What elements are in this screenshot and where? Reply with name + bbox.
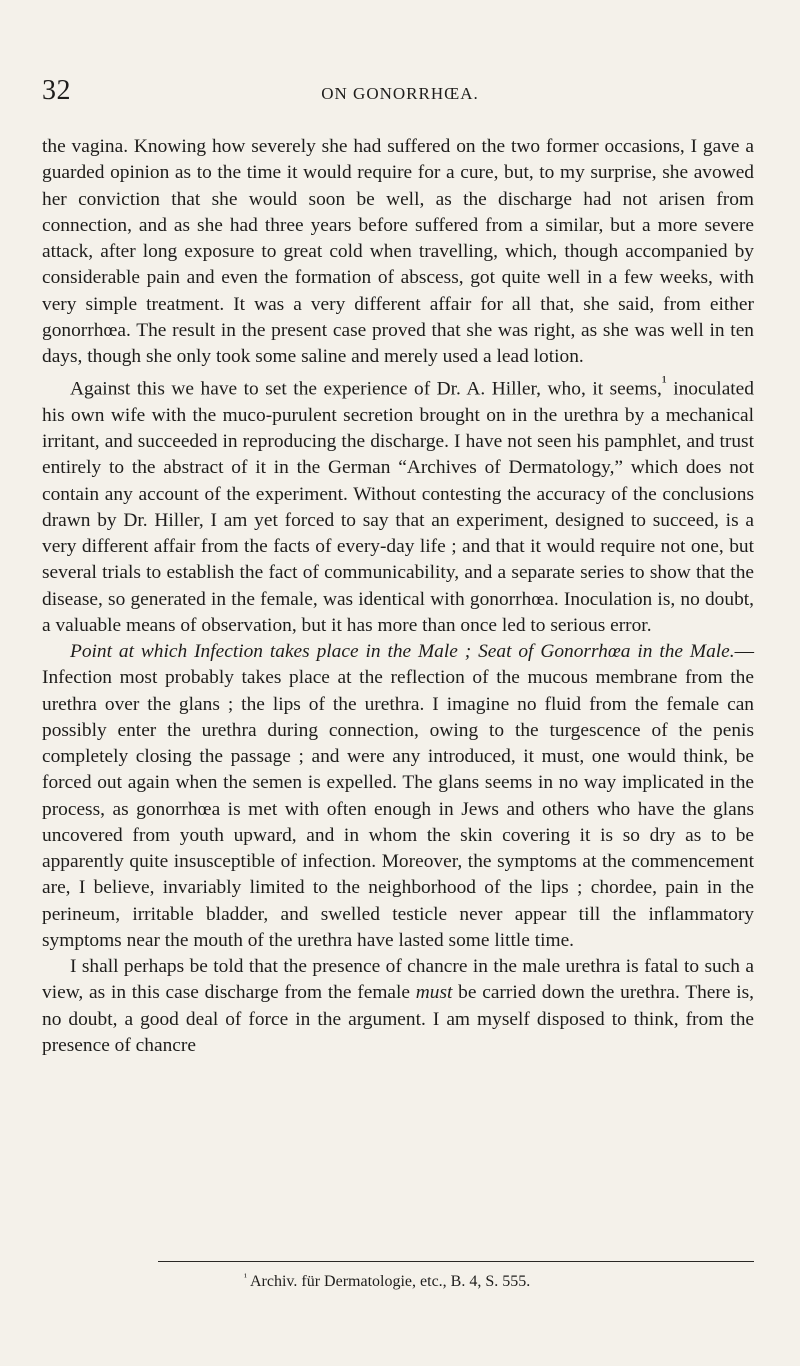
footnote-divider [158,1261,754,1262]
emphasis-must: must [415,982,453,1004]
footnote [244,1268,530,1292]
footnote-text: Archiv. für Dermatologie, etc., B. 4, S. 555. [250,1273,531,1290]
body-text [42,134,754,1059]
running-title: ON GONORRHŒA. [321,84,479,103]
paragraph-3-text: —Infection most probably takes place at the reflection of the mucous membrane from the urethra over the glans ; the lips of the urethra. I imagine no fluid from the female can possibly enter the urethra during connection, owing to the turgescence of the penis completely closing the passage ; and were any introduced, it must, one would think, be forced out again when the semen is expelled. The glans seems in no way implicated in the process, as gonorrhœa is met with often enough in Jews and others who have the glans uncovered from youth upward, and in whom the skin covering it is so dry as to be apparently quite insusceptible of infection. Moreover, the symptoms at the commencement are, I believe, invariably limited to the neighborhood of the lips ; chordee, pain in the perineum, irritable bladder, and swelled testicle never appear till the inflammatory symptoms near the mouth of the urethra have lasted some little time. [42,641,754,951]
paragraph-4-text-end: be carried down the urethra. There is, no doubt, a good deal of force in the argument. I am myself disposed to think, from the presence of chancre [42,982,754,1056]
section-heading: Point at which Infection takes place in the Male ; Seat of Gonorrhœa in the Male. [70,641,735,663]
paragraph-2 [42,370,754,639]
paragraph-2-text-end: inoculated his own wife with the muco-purulent secretion brought on in the urethra by a mechanical irritant, and succeeded in reproducing the discharge. I have not seen his pamphlet, and trust entirely to the abstract of it in the German “Archives of Dermatology,” which does not contain any account of the experiment. Without contesting the accuracy of the conclusions drawn by Dr. Hiller, I am yet forced to say that an experiment, designed to succeed, is a very different affair from the facts of every-day life ; and that it would require not one, but several trials to establish the fact of communicability, and a separate series to show that the disease, so generated in the female, was identical with gonorrhœa. Inoculation is, no doubt, a valuable means of observation, but it has more than once led to serious error. [42,378,754,636]
paragraph-1-text: the vagina. Knowing how severely she had suffered on the two former occasions, I gave a guarded opinion as to the time it would require for a cure, but, to my surprise, she avowed her conviction that she would soon be well, as the discharge had not arisen from connection, and as she had three years before suffered from a similar, but a more severe attack, after long exposure to great cold when travelling, which, though accompanied by considerable pain and even the formation of abscess, got quite well in a few weeks, with very simple treatment. It was a very different affair for all that, she said, from either gonorrhœa. The result in the present case proved that she was right, as she was well in ten days, though she only took some saline and merely used a lead lotion. [42,136,754,367]
page-number: 32 [42,75,71,106]
paragraph-2-text-start: Against this we have to set the experience of Dr. A. Hiller, who, it seems, [70,378,662,400]
paragraph-3 [42,639,754,954]
running-head [0,76,800,106]
paragraph-4 [42,954,754,1059]
footnote-marker: ¹ [244,1272,247,1283]
paragraph-1 [42,134,754,370]
paragraph-4-text-start: I shall perhaps be told that the presence of chancre in the male urethra is fatal to such a view, as in this case discharge from the female [42,956,754,1004]
footnote-reference: ¹ [661,374,667,392]
